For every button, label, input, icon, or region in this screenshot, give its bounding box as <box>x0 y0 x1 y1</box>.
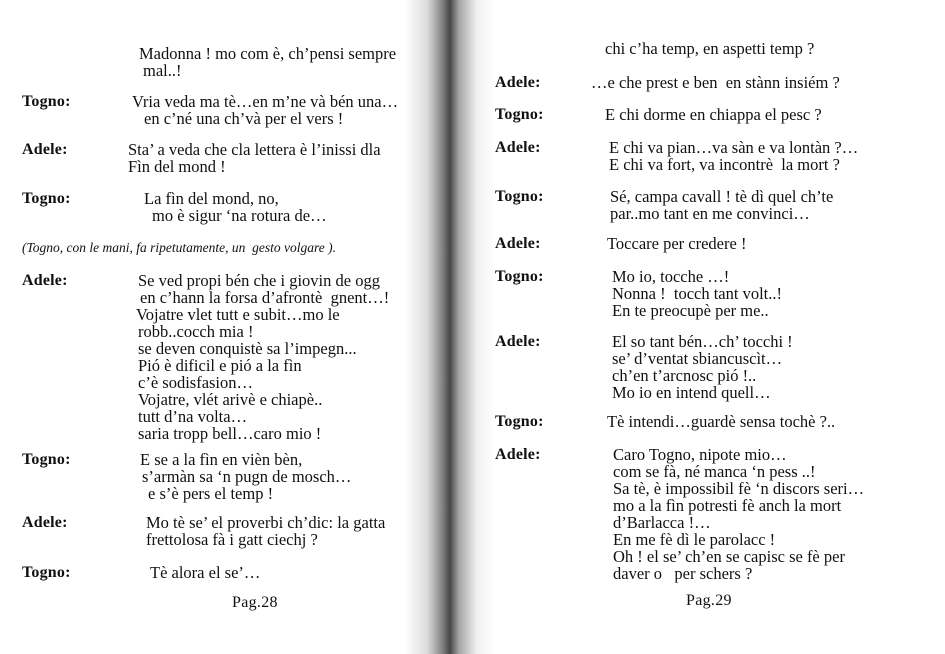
dialogue-line: La fìn del mond, no, <box>144 189 279 208</box>
dialogue-text <box>612 333 793 401</box>
dialogue-line: El so tant bén…ch’ tocchi ! <box>612 332 793 351</box>
dialogue-line: par..mo tant en me convinci… <box>610 204 810 223</box>
dialogue-text <box>150 564 260 581</box>
speaker-label: Adele: <box>495 333 541 350</box>
dialogue-line: …e che prest e ben en stànn insiém ? <box>591 73 840 92</box>
dialogue-line: ch’en t’arcnosc pió !.. <box>612 366 757 385</box>
dialogue-line: Fìn del mond ! <box>128 157 226 176</box>
dialogue-text <box>128 141 381 175</box>
dialogue-line: Toccare per credere ! <box>607 234 747 253</box>
dialogue-line: en c’né una ch’và per el vers ! <box>144 109 344 128</box>
speaker-label: Togno: <box>495 268 544 285</box>
dialogue-text <box>139 45 396 79</box>
speaker-label: Adele: <box>495 235 541 252</box>
dialogue-line: com se fà, né manca ‘n pess ..! <box>613 462 816 481</box>
speaker-label: Adele: <box>22 514 68 531</box>
dialogue-line: E se a la fìn en vièn bèn, <box>140 450 303 469</box>
page-number: Pag.28 <box>232 594 278 611</box>
dialogue-line: Oh ! el se’ ch’en se capisc se fè per <box>613 547 845 566</box>
speaker-label: Togno: <box>22 564 71 581</box>
stage-direction: (Togno, con le mani, fa ripetutamente, un gesto volgare ). <box>22 240 336 255</box>
dialogue-text <box>591 74 840 91</box>
dialogue-line: Mo io, tocche …! <box>612 267 730 286</box>
speaker-label: Togno: <box>22 451 71 468</box>
dialogue-line: Tè alora el se’… <box>150 563 261 582</box>
left-page <box>0 0 430 654</box>
speaker-label: Togno: <box>22 190 71 207</box>
dialogue-text <box>140 451 351 502</box>
dialogue-line: se’ d’ventat sbiancuscìt… <box>612 349 783 368</box>
dialogue-line: c’è sodisfasion… <box>138 373 254 392</box>
dialogue-line: Sta’ a veda che cla lettera è l’inissi dla <box>128 140 381 159</box>
speaker-label: Togno: <box>495 106 544 123</box>
dialogue-text <box>144 190 327 224</box>
dialogue-text <box>607 413 835 430</box>
dialogue-line: E chi va fort, va incontrè la mort ? <box>609 155 840 174</box>
dialogue-text <box>138 272 389 442</box>
dialogue-line: frettolosa fà i gatt ciechj ? <box>146 530 318 549</box>
dialogue-text <box>610 188 833 222</box>
dialogue-line: mo a la fìn potresti fè anch la mort <box>613 496 842 515</box>
speaker-label: Adele: <box>495 74 541 91</box>
dialogue-line: Sa tè, è impossibil fè ‘n discors seri… <box>613 479 865 498</box>
dialogue-line: tutt d’na volta… <box>138 407 248 426</box>
dialogue-line: d’Barlacca !… <box>613 513 711 532</box>
dialogue-line: Mo io en intend quell… <box>612 383 771 402</box>
speaker-label: Adele: <box>22 141 68 158</box>
dialogue-line: Nonna ! tocch tant volt..! <box>612 284 782 303</box>
speaker-label: Adele: <box>22 272 68 289</box>
dialogue-line: e s’è pers el temp ! <box>148 484 274 503</box>
speaker-label: Togno: <box>495 413 544 430</box>
dialogue-line: s’armàn sa ‘n pugn de mosch… <box>142 467 352 486</box>
dialogue-text <box>612 268 782 319</box>
speaker-label: Togno: <box>22 93 71 110</box>
dialogue-line: mo è sigur ‘na rotura de… <box>152 206 327 225</box>
speaker-label: Adele: <box>495 139 541 156</box>
dialogue-text <box>613 446 864 582</box>
dialogue-line: se deven conquistè sa l’impegn... <box>138 339 357 358</box>
dialogue-line: Se ved propi bén che i giovin de ogg <box>138 271 380 290</box>
dialogue-line: saria tropp bell…caro mio ! <box>138 424 322 443</box>
dialogue-line: mal..! <box>143 61 182 80</box>
dialogue-text <box>605 106 822 123</box>
dialogue-line: En te preocupè per me.. <box>612 301 769 320</box>
speaker-label: Adele: <box>495 446 541 463</box>
dialogue-text <box>607 235 746 252</box>
dialogue-line: E chi va pian…va sàn e va lontàn ?… <box>609 138 859 157</box>
page-number: Pag.29 <box>686 592 732 609</box>
dialogue-line: Caro Togno, nipote mio… <box>613 445 787 464</box>
dialogue-text <box>146 514 385 548</box>
dialogue-text <box>605 40 814 57</box>
right-page <box>468 0 945 654</box>
speaker-label: Togno: <box>495 188 544 205</box>
dialogue-line: Sé, campa cavall ! tè dì quel ch’te <box>610 187 834 206</box>
dialogue-text <box>609 139 858 173</box>
dialogue-line: robb..cocch mia ! <box>138 322 254 341</box>
dialogue-line: E chi dorme en chiappa el pesc ? <box>605 105 822 124</box>
dialogue-line: Vojatre vlet tutt e subit…mo le <box>136 305 340 324</box>
dialogue-line: chi c’ha temp, en aspetti temp ? <box>605 39 815 58</box>
dialogue-line: Vria veda ma tè…en m’ne và bén una… <box>132 92 399 111</box>
dialogue-text <box>132 93 398 127</box>
dialogue-line: Madonna ! mo com è, ch’pensi sempre <box>139 44 397 63</box>
dialogue-line: Pió è dificil e pió a la fìn <box>138 356 302 375</box>
dialogue-line: en c’hann la forsa d’afrontè gnent…! <box>140 288 390 307</box>
dialogue-line: Tè intendi…guardè sensa tochè ?.. <box>607 412 836 431</box>
dialogue-line: En me fè dì le parolacc ! <box>613 530 776 549</box>
dialogue-line: Mo tè se’ el proverbi ch’dic: la gatta <box>146 513 386 532</box>
dialogue-line: daver o per schers ? <box>613 564 753 583</box>
dialogue-line: Vojatre, vlét arivè e chiapè.. <box>138 390 323 409</box>
